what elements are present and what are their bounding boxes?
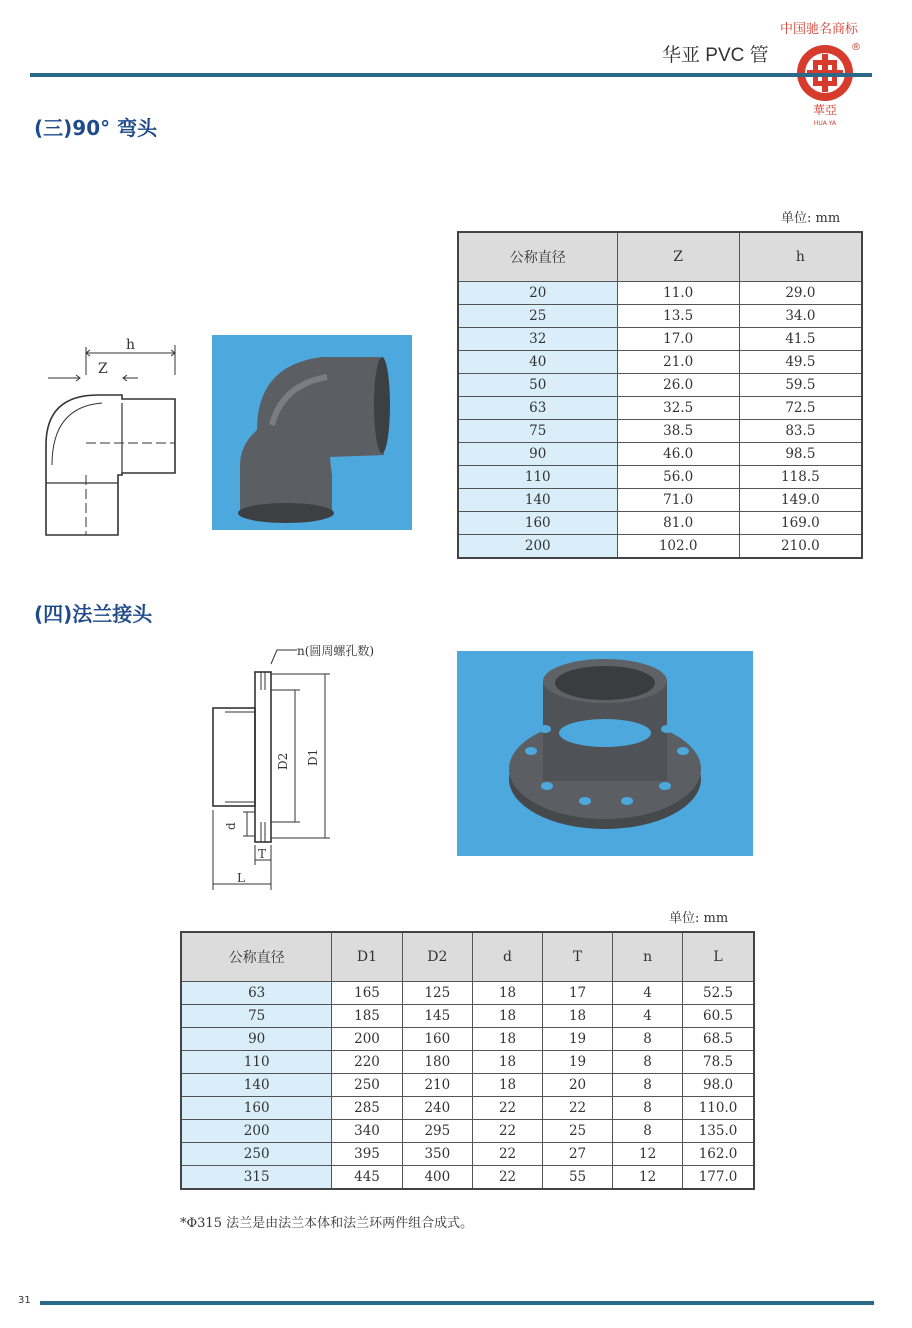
table-cell: 17 <box>543 982 613 1005</box>
table-row <box>458 466 862 489</box>
page-number: 31 <box>18 1295 31 1306</box>
table-row <box>458 420 862 443</box>
elbow-unit-label: 单位: mm <box>781 211 841 226</box>
table-cell: 118.5 <box>739 466 862 489</box>
column-header: D2 <box>402 932 472 982</box>
table-cell: 110 <box>458 466 617 489</box>
table-cell: 315 <box>181 1166 332 1190</box>
table-cell: 102.0 <box>617 535 739 559</box>
table-cell: 8 <box>613 1120 683 1143</box>
table-cell: 200 <box>458 535 617 559</box>
table-cell: 250 <box>181 1143 332 1166</box>
table-cell: 445 <box>332 1166 402 1190</box>
table-cell: 12 <box>613 1166 683 1190</box>
table-cell: 75 <box>458 420 617 443</box>
table-cell: 18 <box>473 1074 543 1097</box>
table-row <box>458 397 862 420</box>
table-cell: 210 <box>402 1074 472 1097</box>
table-cell: 55 <box>543 1166 613 1190</box>
column-header: 公称直径 <box>181 932 332 982</box>
table-cell: 285 <box>332 1097 402 1120</box>
table-cell: 149.0 <box>739 489 862 512</box>
table-row <box>458 282 862 305</box>
table-cell: 162.0 <box>683 1143 754 1166</box>
table-cell: 22 <box>473 1097 543 1120</box>
table-cell: 50 <box>458 374 617 397</box>
table-cell: 295 <box>402 1120 472 1143</box>
table-cell: 169.0 <box>739 512 862 535</box>
table-cell: 32.5 <box>617 397 739 420</box>
table-cell: 19 <box>543 1028 613 1051</box>
table-cell: 81.0 <box>617 512 739 535</box>
table-row <box>458 374 862 397</box>
table-cell: 27 <box>543 1143 613 1166</box>
table-cell: 395 <box>332 1143 402 1166</box>
table-cell: 185 <box>332 1005 402 1028</box>
flange-spec-table <box>180 931 755 1190</box>
table-cell: 400 <box>402 1166 472 1190</box>
table-cell: 160 <box>181 1097 332 1120</box>
table-cell: 350 <box>402 1143 472 1166</box>
elbow-diagram <box>38 335 188 544</box>
dimension-label-d: d <box>224 822 238 830</box>
table-row <box>458 535 862 559</box>
table-cell: 8 <box>613 1097 683 1120</box>
table-cell: 8 <box>613 1028 683 1051</box>
table-cell: 68.5 <box>683 1028 754 1051</box>
table-cell: 98.5 <box>739 443 862 466</box>
table-row <box>458 351 862 374</box>
dimension-label-n: n(圆周螺孔数) <box>297 644 375 658</box>
elbow-spec-table <box>457 231 863 559</box>
table-cell: 21.0 <box>617 351 739 374</box>
table-cell: 40 <box>458 351 617 374</box>
footnote: *Φ315 法兰是由法兰本体和法兰环两件组合成式。 <box>180 1216 474 1231</box>
table-cell: 145 <box>402 1005 472 1028</box>
table-cell: 4 <box>613 1005 683 1028</box>
table-cell: 63 <box>458 397 617 420</box>
table-cell: 20 <box>543 1074 613 1097</box>
table-cell: 19 <box>543 1051 613 1074</box>
table-cell: 22 <box>473 1120 543 1143</box>
table-cell: 200 <box>332 1028 402 1051</box>
table-cell: 52.5 <box>683 982 754 1005</box>
table-cell: 18 <box>473 1051 543 1074</box>
table-cell: 8 <box>613 1051 683 1074</box>
table-cell: 25 <box>458 305 617 328</box>
dimension-label-z: Z <box>98 361 108 377</box>
column-header: 公称直径 <box>458 232 617 282</box>
table-cell: 75 <box>181 1005 332 1028</box>
table-row <box>458 328 862 351</box>
table-row <box>181 1120 754 1143</box>
table-row <box>181 1051 754 1074</box>
column-header: L <box>683 932 754 982</box>
table-cell: 13.5 <box>617 305 739 328</box>
table-cell: 140 <box>458 489 617 512</box>
table-cell: 220 <box>332 1051 402 1074</box>
dimension-label-d1: D1 <box>306 748 320 766</box>
table-cell: 110.0 <box>683 1097 754 1120</box>
table-cell: 29.0 <box>739 282 862 305</box>
table-row <box>181 1005 754 1028</box>
table-row <box>181 1143 754 1166</box>
column-header: h <box>739 232 862 282</box>
table-row <box>458 305 862 328</box>
table-cell: 165 <box>332 982 402 1005</box>
table-cell: 135.0 <box>683 1120 754 1143</box>
table-cell: 160 <box>458 512 617 535</box>
table-cell: 72.5 <box>739 397 862 420</box>
table-cell: 26.0 <box>617 374 739 397</box>
table-cell: 125 <box>402 982 472 1005</box>
dimension-label-d2: D2 <box>276 752 290 770</box>
table-cell: 177.0 <box>683 1166 754 1190</box>
table-cell: 18 <box>473 1028 543 1051</box>
table-cell: 56.0 <box>617 466 739 489</box>
dimension-label-l: L <box>237 871 245 885</box>
table-row <box>181 1074 754 1097</box>
table-row <box>181 1097 754 1120</box>
table-cell: 83.5 <box>739 420 862 443</box>
table-cell: 63 <box>181 982 332 1005</box>
table-cell: 59.5 <box>739 374 862 397</box>
table-header-row <box>458 232 862 282</box>
flange-photo <box>457 651 753 856</box>
logo-text: 華亞 <box>812 103 838 117</box>
table-cell: 180 <box>402 1051 472 1074</box>
footer-rule <box>40 1301 874 1305</box>
flange-diagram <box>205 640 420 896</box>
table-cell: 22 <box>473 1166 543 1190</box>
table-row <box>458 443 862 466</box>
table-cell: 34.0 <box>739 305 862 328</box>
table-cell: 46.0 <box>617 443 739 466</box>
famous-trademark-label: 中国驰名商标 <box>780 22 859 37</box>
table-cell: 22 <box>473 1143 543 1166</box>
table-cell: 18 <box>543 1005 613 1028</box>
table-cell: 18 <box>473 1005 543 1028</box>
table-row <box>458 489 862 512</box>
table-cell: 25 <box>543 1120 613 1143</box>
table-cell: 8 <box>613 1074 683 1097</box>
table-cell: 250 <box>332 1074 402 1097</box>
table-cell: 78.5 <box>683 1051 754 1074</box>
column-header: D1 <box>332 932 402 982</box>
table-cell: 71.0 <box>617 489 739 512</box>
registered-mark: ® <box>851 42 861 53</box>
dimension-label-t: T <box>258 847 267 861</box>
huaya-logo <box>792 40 861 128</box>
elbow-photo <box>212 335 412 530</box>
logo-subtext: HUA YA <box>813 120 837 127</box>
dimension-label-h: h <box>126 337 136 353</box>
table-cell: 49.5 <box>739 351 862 374</box>
table-cell: 140 <box>181 1074 332 1097</box>
table-cell: 41.5 <box>739 328 862 351</box>
table-cell: 60.5 <box>683 1005 754 1028</box>
table-cell: 90 <box>458 443 617 466</box>
table-cell: 110 <box>181 1051 332 1074</box>
table-cell: 240 <box>402 1097 472 1120</box>
section-flange-title: (四)法兰接头 <box>34 602 153 626</box>
table-cell: 90 <box>181 1028 332 1051</box>
table-cell: 32 <box>458 328 617 351</box>
table-cell: 210.0 <box>739 535 862 559</box>
table-cell: 4 <box>613 982 683 1005</box>
brand-title: 华亚 PVC 管 <box>662 45 769 66</box>
table-row <box>181 982 754 1005</box>
table-cell: 340 <box>332 1120 402 1143</box>
table-cell: 18 <box>473 982 543 1005</box>
table-cell: 11.0 <box>617 282 739 305</box>
table-cell: 200 <box>181 1120 332 1143</box>
table-row <box>181 1166 754 1190</box>
flange-unit-label: 单位: mm <box>669 911 729 926</box>
table-header-row <box>181 932 754 982</box>
column-header: d <box>473 932 543 982</box>
table-cell: 160 <box>402 1028 472 1051</box>
column-header: T <box>543 932 613 982</box>
section-elbow-title: (三)90° 弯头 <box>34 116 158 140</box>
table-cell: 98.0 <box>683 1074 754 1097</box>
column-header: Z <box>617 232 739 282</box>
table-row <box>458 512 862 535</box>
table-cell: 20 <box>458 282 617 305</box>
table-cell: 12 <box>613 1143 683 1166</box>
column-header: n <box>613 932 683 982</box>
header-rule <box>30 73 872 77</box>
table-cell: 22 <box>543 1097 613 1120</box>
table-row <box>181 1028 754 1051</box>
table-cell: 38.5 <box>617 420 739 443</box>
table-cell: 17.0 <box>617 328 739 351</box>
